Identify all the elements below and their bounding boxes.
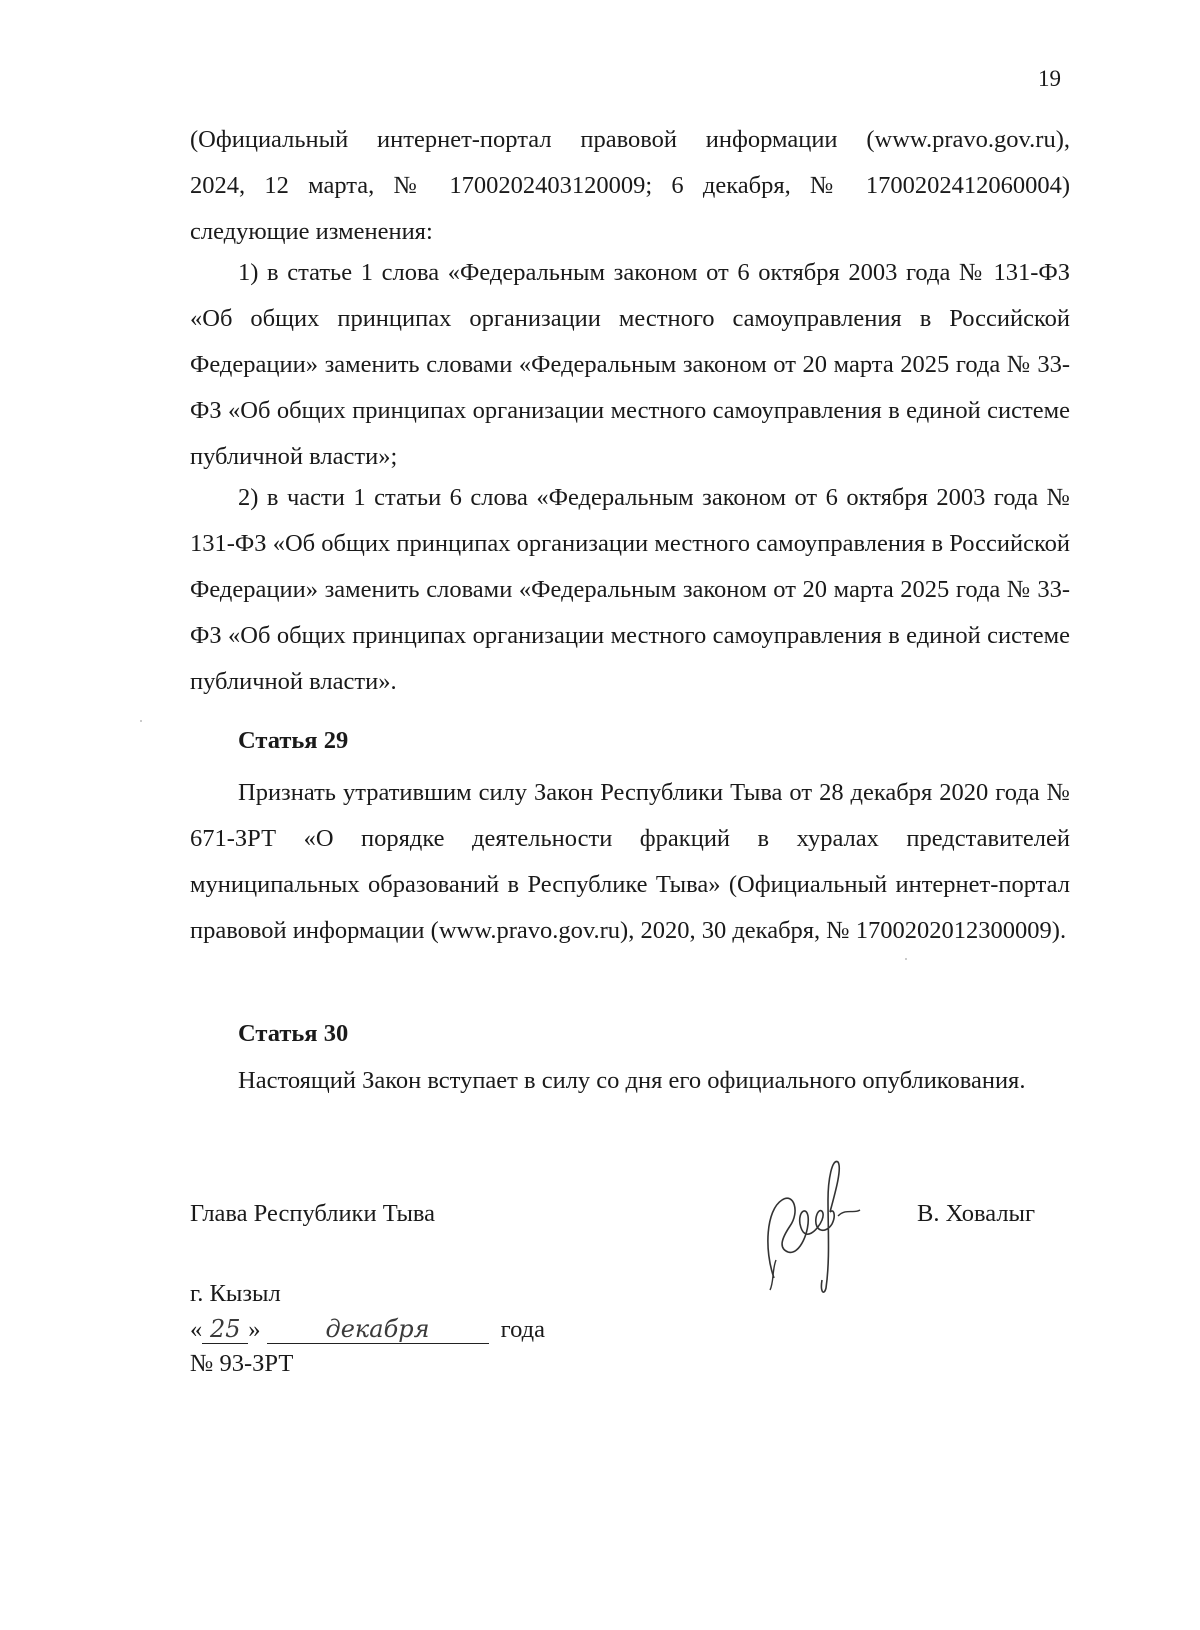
- article-29-heading: Статья 29: [238, 727, 349, 754]
- law-number: № 93-ЗРТ: [190, 1350, 294, 1377]
- handwritten-signature: [760, 1160, 880, 1300]
- intro-line-3: следующие изменения:: [190, 218, 433, 245]
- date-open-quote: «: [190, 1316, 203, 1343]
- intro-line-1: (Официальный интернет-портал правовой информации (www.pravo.gov.ru),: [190, 126, 1070, 153]
- change-item-2: 2) в части 1 статьи 6 слова «Федеральным законом от 6 октября 2003 года № 131-ФЗ «Об общих принципах организации местного самоуправления в Российской Федерации» заменить словами «Федеральным законом от 20 марта 2025 года № 33-ФЗ «Об общих принципах организации местного самоуправления в единой системе публичной власти».: [190, 484, 1070, 695]
- date-line: [190, 1315, 545, 1344]
- signatory-title: Глава Республики Тыва: [190, 1200, 436, 1227]
- article-29-text: Признать утратившим силу Закон Республики Тыва от 28 декабря 2020 года № 671-ЗРТ «О порядке деятельности фракций в хуралах представителей муниципальных образований в Республике Тыва» (Официальный интернет-портал правовой информации (www.pravo.gov.ru), 2020, 30 декабря, № 1700202012300009).: [190, 779, 1070, 944]
- intro-paragraph: [190, 117, 1070, 255]
- date-day: 25: [202, 1315, 248, 1344]
- date-close-quote: »: [248, 1316, 261, 1343]
- intro-line-2: 2024, 12 марта, № 1700202403120009; 6 декабря, № 1700202412060004): [190, 172, 1070, 199]
- date-month: декабря: [267, 1315, 489, 1344]
- article-30-text: Настоящий Закон вступает в силу со дня его официального опубликования.: [238, 1067, 1026, 1094]
- article-30-heading: Статья 30: [238, 1020, 349, 1047]
- page-number: 19: [1038, 66, 1061, 91]
- city: г. Кызыл: [190, 1280, 281, 1307]
- signatory-name: В. Ховалыг: [917, 1200, 1036, 1227]
- scan-speck: [905, 958, 907, 960]
- scan-speck: [140, 720, 142, 722]
- date-year-word: года: [500, 1316, 545, 1343]
- change-item-1: 1) в статье 1 слова «Федеральным законом от 6 октября 2003 года № 131-ФЗ «Об общих принципах организации местного самоуправления в Российской Федерации» заменить словами «Федеральным законом от 20 марта 2025 года № 33-ФЗ «Об общих принципах организации местного самоуправления в единой системе публичной власти»;: [190, 259, 1070, 470]
